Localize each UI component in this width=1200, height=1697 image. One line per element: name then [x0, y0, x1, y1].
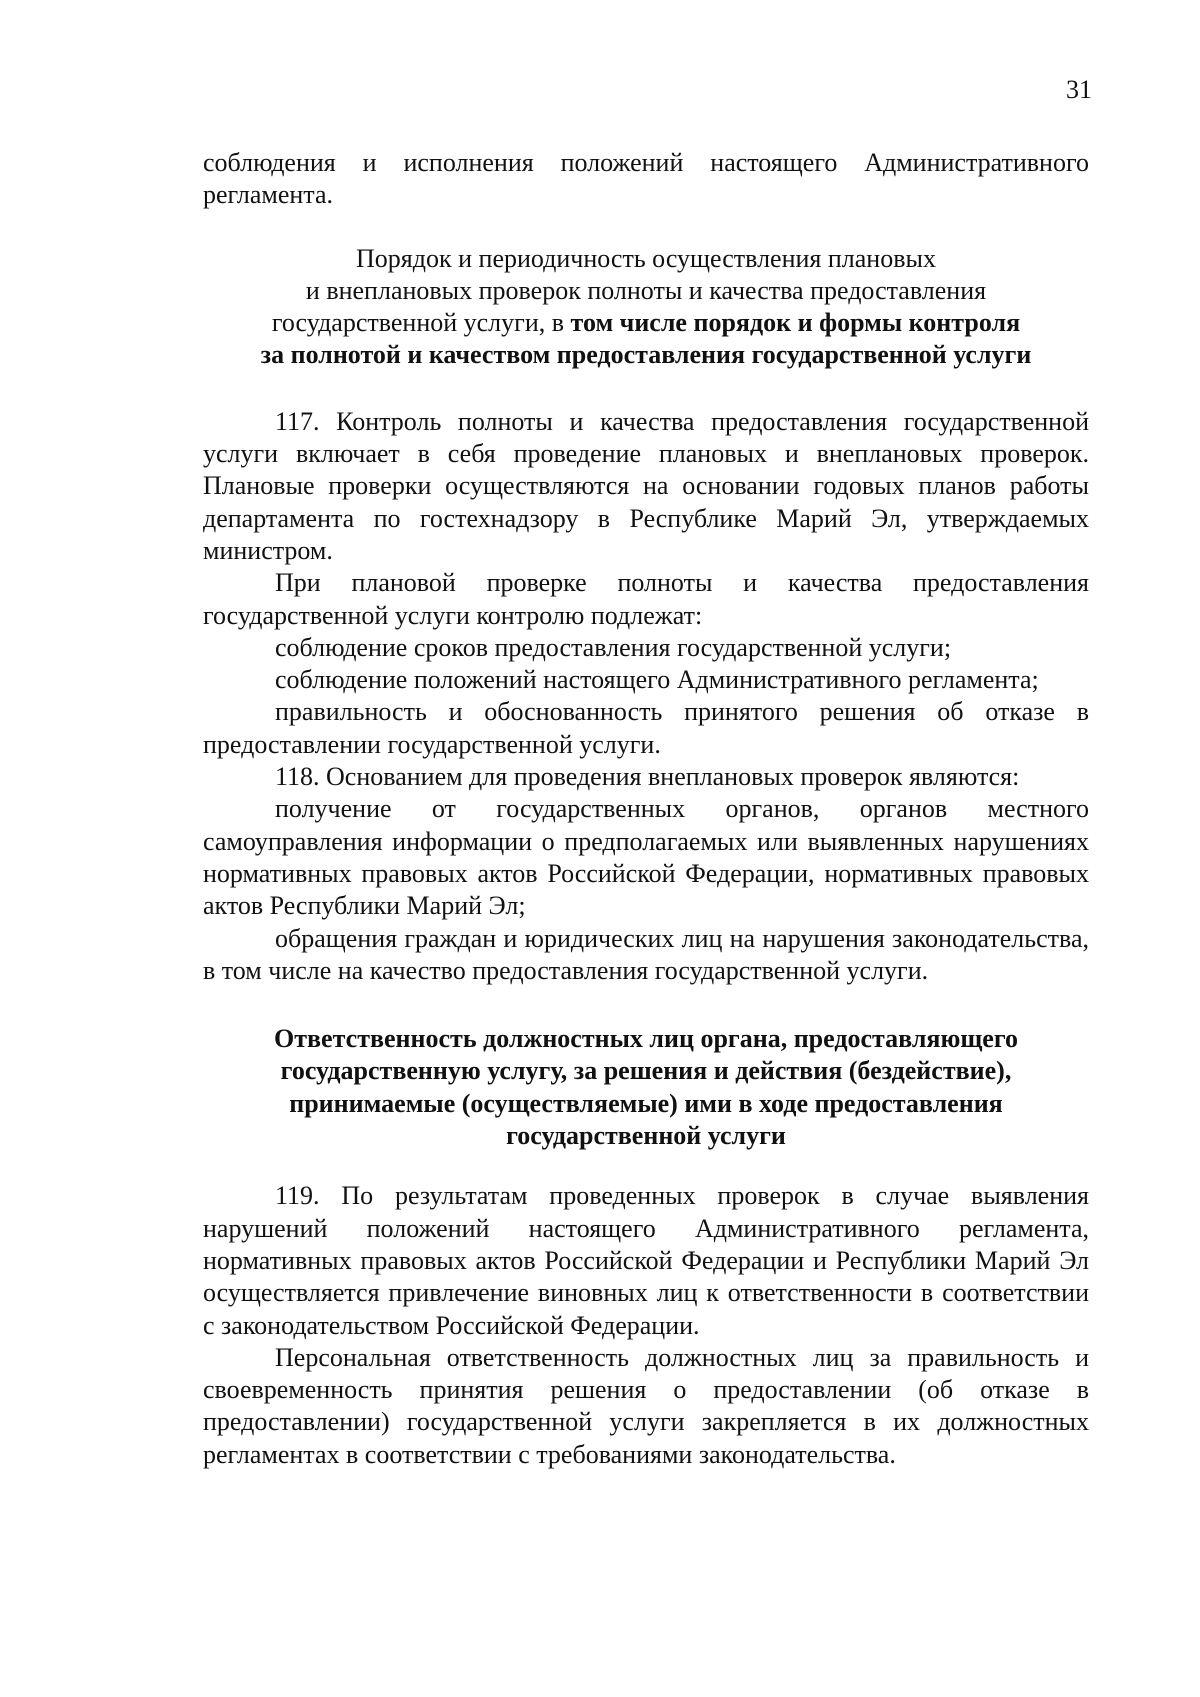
- document-body: [203, 147, 1089, 1471]
- paragraph-118-authorities: получение от государственных органов, органов местного самоуправления информации о предполагаемых или выявленных нарушениях нормативных правовых актов Российской Федерации, нормативных правовых актов Республики Марий Эл;: [203, 794, 1089, 921]
- heading-line: [203, 307, 1089, 339]
- heading-line: государственной услуги: [506, 1121, 786, 1151]
- paragraph-117-planned-check: При плановой проверке полноты и качества предоставления государственной услуги контролю подлежат:: [203, 568, 1089, 630]
- heading-line: Ответственность должностных лиц органа, предоставляющего: [274, 1024, 1018, 1054]
- paragraph-119: 119. По результатам проведенных проверок в случае выявления нарушений положений настоящего Административного регламента, нормативных правовых актов Российской Федерации и Республики Марий Эл осуществляется привлечение виновных лиц к ответственности в соответствии с законодательством Российской Федерации.: [203, 1181, 1089, 1340]
- section-heading-responsibility: [203, 1023, 1089, 1152]
- heading-line: Порядок и периодичность осуществления плановых: [356, 243, 936, 273]
- paragraph-117-provisions: соблюдение положений настоящего Административного регламента;: [275, 665, 1039, 695]
- paragraph-118-appeals: обращения граждан и юридических лиц на нарушения законодательства, в том числе на качество предоставления государственной услуги.: [203, 923, 1089, 985]
- heading-line: принимаемые (осуществляемые) ими в ходе предоставления: [289, 1088, 1003, 1118]
- paragraph-117: 117. Контроль полноты и качества предоставления государственной услуги включает в себя проведение плановых и внеплановых проверок. Плановые проверки осуществляются на основании годовых планов работы департамента по гостехнадзору в Республике Марий Эл, утверждаемых министром.: [203, 406, 1089, 565]
- heading-line-bold-part: том числе порядок и формы контроля: [570, 308, 1021, 338]
- paragraph-117-deadlines: соблюдение сроков предоставления государственной услуги;: [275, 632, 952, 662]
- heading-line: государственную услугу, за решения и действия (бездействие),: [280, 1056, 1012, 1086]
- heading-line-regular-part: государственной услуги, в: [271, 308, 571, 338]
- heading-line: и внеплановых проверок полноты и качества предоставления: [305, 275, 987, 305]
- page-number: 31: [1066, 75, 1092, 104]
- paragraph-119-personal-responsibility: Персональная ответственность должностных лиц за правильность и своевременность принятия решения о предоставлении (об отказе в предоставлении) государственной услуги закрепляется в их должностных регламентах в соответствии с требованиями законодательства.: [203, 1342, 1089, 1469]
- paragraph-118: 118. Основанием для проведения внеплановых проверок являются:: [275, 762, 1020, 792]
- heading-line: за полнотой и качеством предоставления государственной услуги: [260, 340, 1032, 370]
- paragraph-intro: соблюдения и исполнения положений настоящего Административного регламента.: [203, 148, 1089, 210]
- section-heading-control: [203, 243, 1089, 372]
- paragraph-117-refusal: правильность и обоснованность принятого решения об отказе в предоставлении государственной услуги.: [203, 697, 1089, 759]
